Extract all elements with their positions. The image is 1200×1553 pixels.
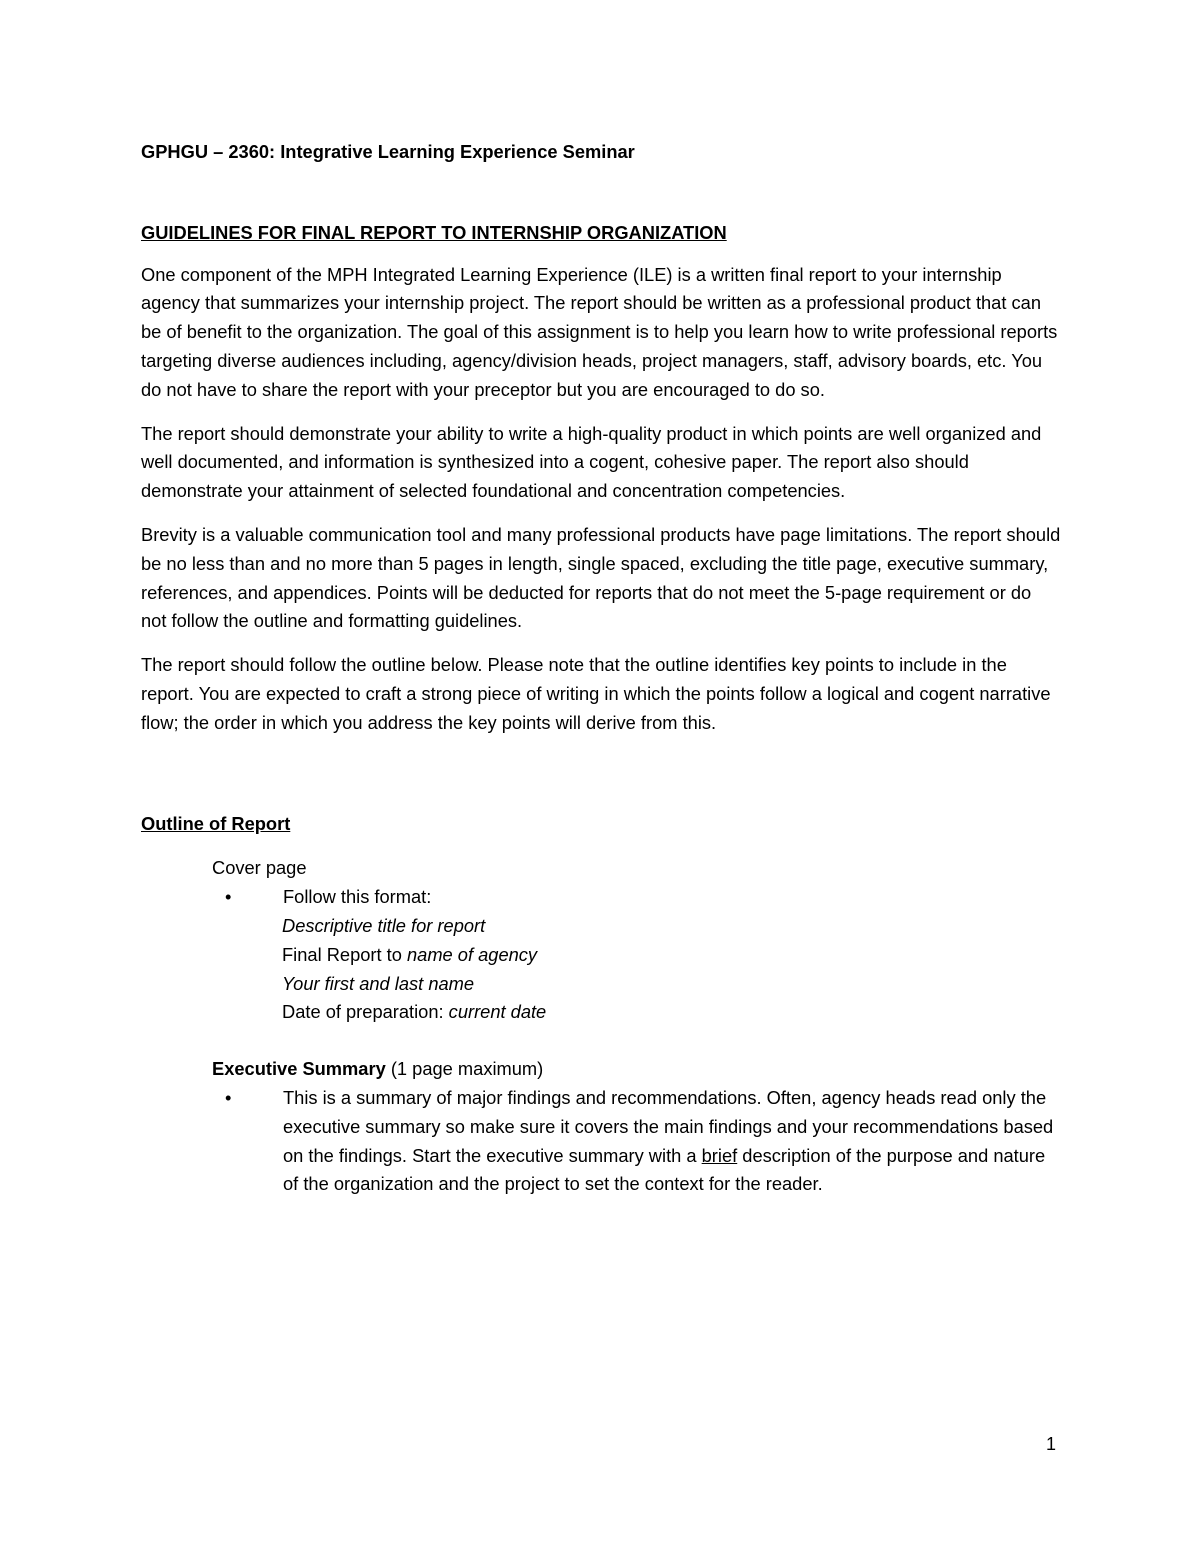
bullet-icon: • bbox=[225, 1086, 232, 1108]
outline-heading: Outline of Report bbox=[141, 812, 291, 834]
cover-page-label: Cover page bbox=[212, 857, 307, 879]
paragraph-intro: One component of the MPH Integrated Learning Experience (ILE) is a written final report to your internship agency that summarizes your internship project. The report should be written as a professional product that can be of benefit to the organization. The goal of this assignment is to help you learn how to write professional reports targeting diverse audiences including, agency/division heads, project managers, staff, advisory boards, etc. You do not have to share the report with your preceptor but you are encouraged to do so. bbox=[141, 263, 1058, 400]
bullet-icon: • bbox=[225, 886, 232, 908]
format-line-agency: Final Report to name of agency bbox=[282, 943, 538, 965]
document-page bbox=[141, 138, 1061, 1199]
paragraph-quality: The report should demonstrate your ability to write a high-quality product in which points are well organized and well documented, and information is synthesized into a cogent, cohesive paper. The report also should demonstrate your attainment of selected foundational and concentration competencies. bbox=[141, 422, 1042, 502]
cover-page-bullet bbox=[212, 883, 1061, 912]
cover-bullet-text: Follow this format: bbox=[283, 886, 432, 908]
format-line-name: Your first and last name bbox=[282, 972, 475, 994]
course-title: GPHGU – 2360: Integrative Learning Experience Seminar bbox=[141, 141, 635, 162]
page-number: 1 bbox=[1046, 1434, 1057, 1454]
format-line-date: Date of preparation: current date bbox=[282, 1001, 547, 1023]
paragraph-brevity: Brevity is a valuable communication tool and many professional products have page limitations. The report should be no less than and no more than 5 pages in length, single spaced, excluding the title page, executive summary, references, and appendices. Points will be deducted for reports that do not meet the 5-page requirement or do not follow the outline and formatting guidelines. bbox=[141, 523, 1061, 632]
cover-format-lines bbox=[282, 912, 1061, 1027]
paragraph-outline-note: The report should follow the outline below. Please note that the outline identifies key points to include in the report. You are expected to craft a strong piece of writing in which the points follow a logical and cogent narrative flow; the order in which you address the key points will derive from this. bbox=[141, 654, 1051, 733]
executive-summary-heading: Executive Summary (1 page maximum) bbox=[212, 1058, 544, 1080]
format-line-title: Descriptive title for report bbox=[282, 914, 486, 936]
section-heading: GUIDELINES FOR FINAL REPORT TO INTERNSHIP ORGANIZATION bbox=[141, 221, 727, 243]
executive-summary-bullet bbox=[212, 1084, 1061, 1199]
executive-summary-text: This is a summary of major findings and recommendations. Often, agency heads read only the executive summary so make sure it covers the main findings and your recommendations based on the findings. Start the executive summary with a brief description of the purpose and nature of the organization and the project to set the context for the reader. bbox=[283, 1086, 1054, 1195]
